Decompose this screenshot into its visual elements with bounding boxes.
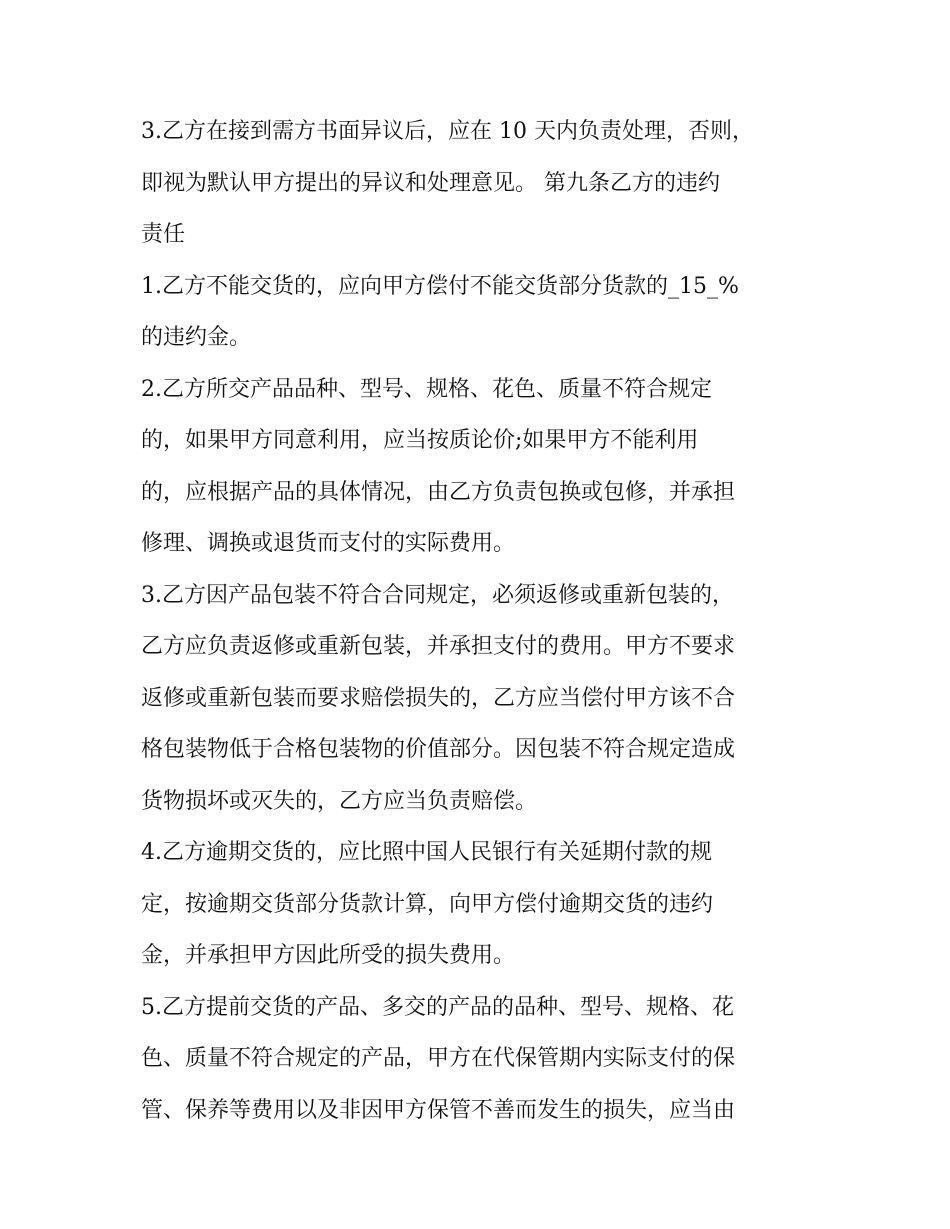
text-line: 定，按逾期交货部分货款计算，向甲方偿付逾期交货的违约 <box>141 891 714 917</box>
text-line: 金，并承担甲方因此所受的损失费用。 <box>141 943 516 968</box>
text-line: 管、保养等费用以及非因甲方保管不善而发生的损失，应当由 <box>141 1097 736 1123</box>
text-line: 格包装物低于合格包装物的价值部分。因包装不符合规定造成 <box>141 737 736 762</box>
text-line: 返修或重新包装而要求赔偿损失的，乙方应当偿付甲方该不合 <box>141 685 736 711</box>
text-line: 责任 <box>141 222 186 247</box>
text-line: 5.乙方提前交货的产品、多交的产品的品种、型号、规格、花 <box>141 994 734 1020</box>
text-line: 色、质量不符合规定的产品，甲方在代保管期内实际支付的保 <box>141 1046 736 1071</box>
text-line: 修理、调换或退货而支付的实际费用。 <box>141 531 516 556</box>
text-line: 货物损坏或灭失的，乙方应当负责赔偿。 <box>141 788 538 814</box>
text-line: 2.乙方所交产品品种、型号、规格、花色、质量不符合规定 <box>141 376 712 402</box>
text-line: 乙方应负责返修或重新包装，并承担支付的费用。甲方不要求 <box>141 634 736 659</box>
text-line: 的违约金。 <box>141 325 252 350</box>
text-line: 3.乙方在接到需方书面异议后，应在 10 天内负责处理，否则， <box>141 119 754 144</box>
text-line: 的，如果甲方同意利用，应当按质论价;如果甲方不能利用 <box>141 428 699 453</box>
text-line: 4.乙方逾期交货的，应比照中国人民银行有关延期付款的规 <box>141 840 712 865</box>
text-line: 1.乙方不能交货的，应向甲方偿付不能交货部分货款的_15_% <box>141 273 739 299</box>
text-line: 即视为默认甲方提出的异议和处理意见。 第九条乙方的违约 <box>141 170 720 196</box>
contract-body-text <box>141 106 821 1136</box>
text-line: 3.乙方因产品包装不符合合同规定，必须返修或重新包装的， <box>141 582 734 608</box>
text-line: 的，应根据产品的具体情况，由乙方负责包换或包修，并承担 <box>141 479 736 505</box>
